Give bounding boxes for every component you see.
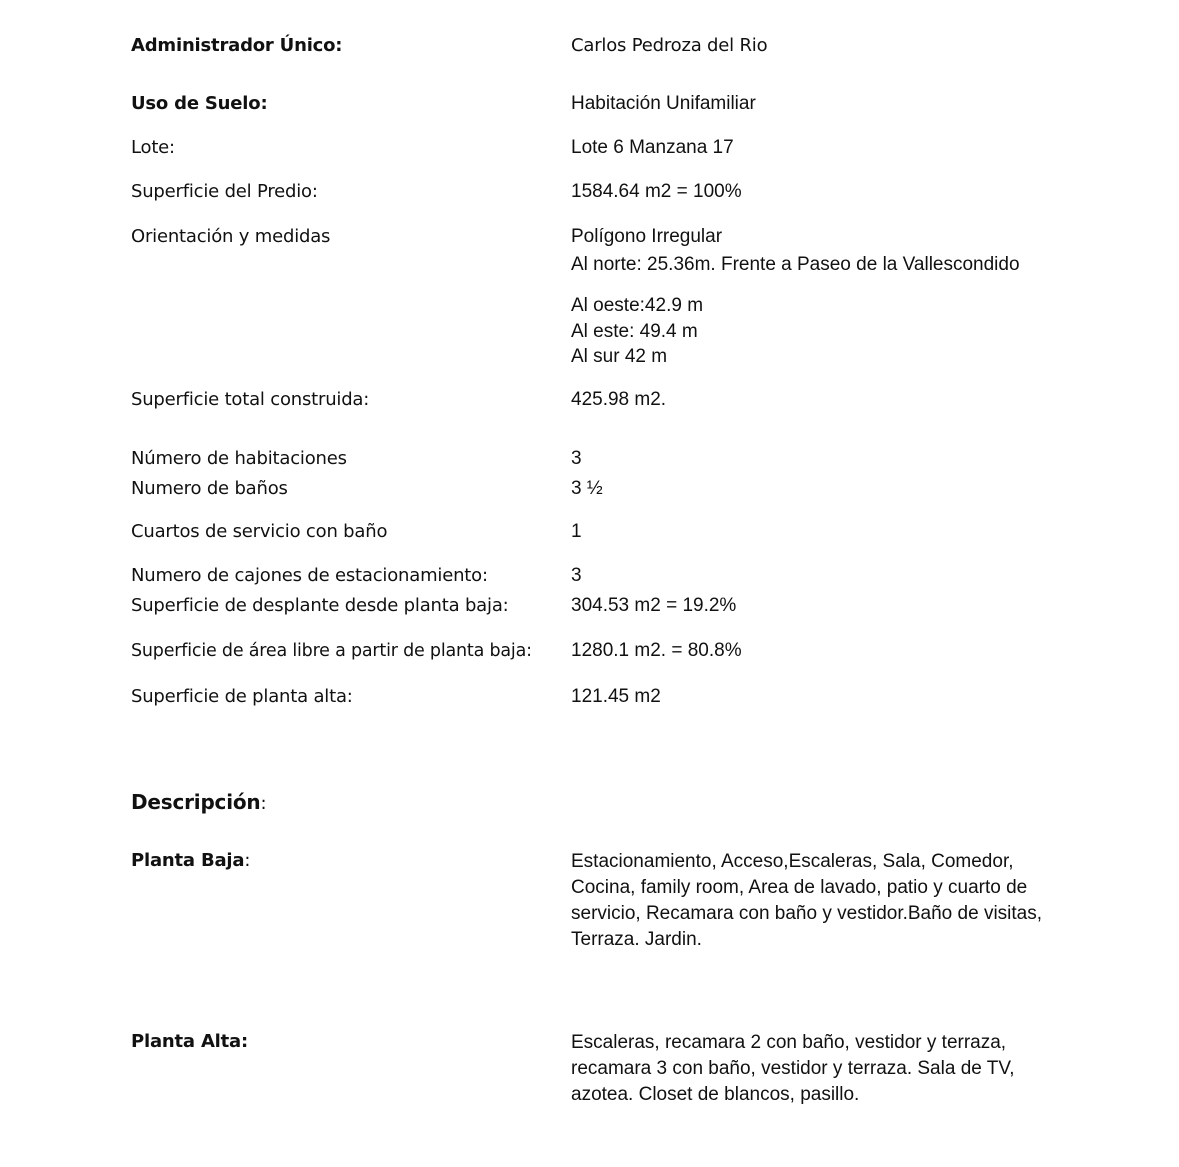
value-administrador: Carlos Pedroza del Rio — [571, 35, 768, 56]
planta-baja-line: Cocina, family room, Area de lavado, patio y cuarto de — [571, 877, 1028, 898]
label-habitaciones: Número de habitaciones — [131, 448, 347, 469]
value-al-oeste: Al oeste:42.9 m — [571, 295, 704, 316]
descripcion-colon: : — [260, 793, 267, 814]
planta-alta-line: azotea. Closet de blancos, pasillo. — [571, 1084, 860, 1105]
label-cuartos-servicio: Cuartos de servicio con baño — [131, 521, 388, 542]
label-planta-alta-superficie: Superficie de planta alta: — [131, 686, 353, 707]
planta-baja-line: servicio, Recamara con baño y vestidor.Baño de visitas, — [571, 903, 1043, 924]
label-lote: Lote: — [131, 137, 175, 158]
label-planta-alta: Planta Alta: — [131, 1031, 248, 1052]
planta-baja-line: Terraza. Jardin. — [571, 929, 702, 950]
heading-descripcion — [131, 790, 266, 816]
value-al-norte: Al norte: 25.36m. Frente a Paseo de la Vallescondido — [571, 254, 1020, 275]
value-superficie-predio: 1584.64 m2 = 100% — [571, 181, 742, 202]
planta-alta-line: Escaleras, recamara 2 con baño, vestidor y terraza, — [571, 1032, 1007, 1053]
planta-alta-description — [571, 1030, 1111, 1108]
value-desplante: 304.53 m2 = 19.2% — [571, 595, 737, 616]
planta-baja-line: Estacionamiento, Acceso,Escaleras, Sala, Comedor, — [571, 851, 1014, 872]
value-planta-alta-superficie: 121.45 m2 — [571, 686, 661, 707]
label-administrador: Administrador Único: — [131, 35, 343, 56]
label-banos: Numero de baños — [131, 478, 288, 499]
descripcion-title: Descripción — [131, 790, 261, 814]
value-habitaciones: 3 — [571, 448, 582, 469]
value-al-este: Al este: 49.4 m — [571, 321, 698, 342]
label-orientacion: Orientación y medidas — [131, 226, 331, 247]
label-desplante: Superficie de desplante desde planta baja: — [131, 595, 509, 616]
value-uso-de-suelo: Habitación Unifamiliar — [571, 93, 756, 114]
value-lote: Lote 6 Manzana 17 — [571, 137, 734, 158]
value-cuartos-servicio: 1 — [571, 521, 582, 542]
value-banos: 3 ½ — [571, 478, 603, 499]
planta-baja-colon: : — [244, 850, 251, 871]
label-area-libre: Superficie de área libre a partir de planta baja: — [131, 641, 532, 661]
value-area-libre: 1280.1 m2. = 80.8% — [571, 640, 742, 661]
label-superficie-predio: Superficie del Predio: — [131, 181, 318, 202]
label-planta-baja — [131, 849, 250, 873]
value-al-sur: Al sur 42 m — [571, 346, 668, 367]
label-cajones: Numero de cajones de estacionamiento: — [131, 565, 488, 586]
label-superficie-construida: Superficie total construida: — [131, 389, 370, 410]
label-uso-de-suelo: Uso de Suelo: — [131, 93, 268, 114]
value-superficie-construida: 425.98 m2. — [571, 389, 667, 410]
value-cajones: 3 — [571, 565, 582, 586]
planta-alta-line: recamara 3 con baño, vestidor y terraza. Sala de TV, — [571, 1058, 1015, 1079]
planta-baja-title: Planta Baja — [131, 850, 245, 871]
value-poligono: Polígono Irregular — [571, 226, 723, 247]
planta-baja-description — [571, 849, 1111, 953]
